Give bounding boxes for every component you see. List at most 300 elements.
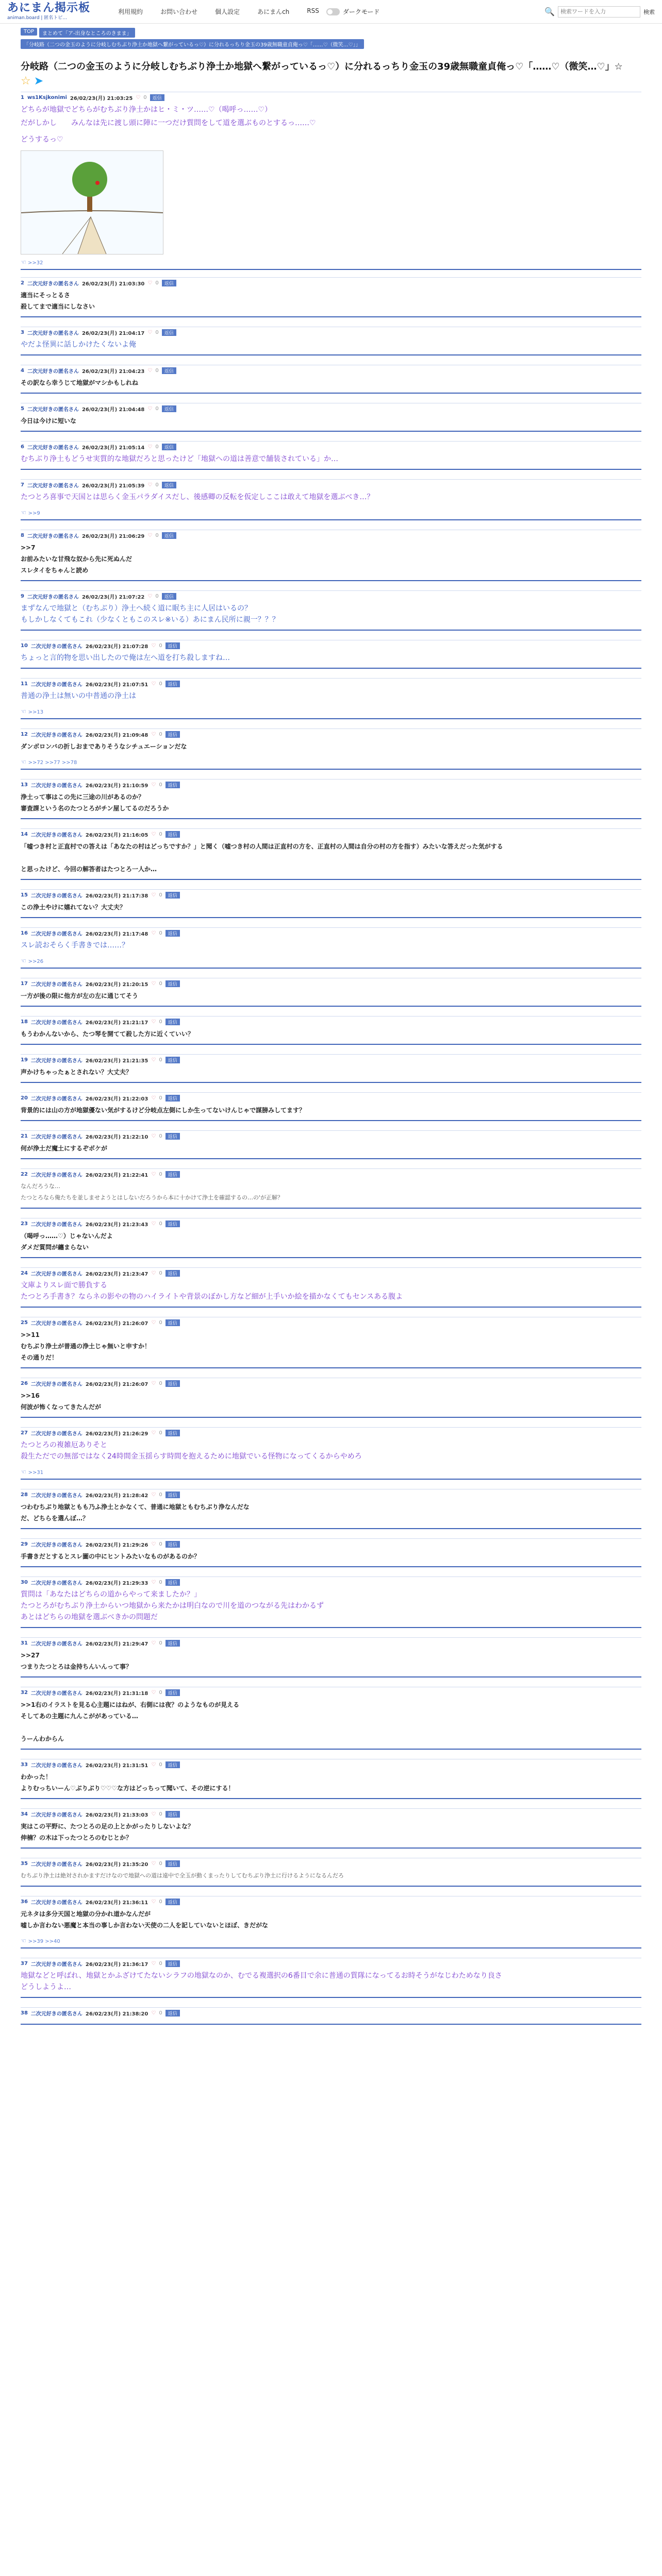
thread-title: 分岐路（二つの金玉のように分岐しむちぶり浄土か地獄へ繋がっているっ♡）に分れるっちり金玉の39歳無職童貞俺っ♡「……♡（微笑…♡」☆ (21, 61, 623, 72)
post-item (21, 590, 641, 631)
reply-anchor[interactable] (21, 957, 641, 964)
post-body: もうわかんないから、たつ琴を開てて殺した方に近くていい？ (21, 1030, 194, 1038)
fork-road-illustration (21, 151, 163, 254)
post-author: 二次元好きの匿名さん (30, 1134, 82, 1140)
post-divider (21, 1417, 641, 1418)
post-body: 一方が後の限に他方が左の左に通じてそう (21, 992, 139, 999)
post-header (21, 365, 641, 376)
like-count: 0 (159, 782, 162, 788)
like-count: 0 (159, 1320, 162, 1326)
reply-button[interactable]: 返信 (162, 444, 176, 450)
post-item (21, 1317, 641, 1368)
post-number[interactable]: 2 (21, 280, 24, 286)
top-nav (118, 7, 319, 16)
reply-anchor-text: >>13 (28, 709, 44, 715)
post-date: 26/02/23(月) 21:35:20 (85, 1862, 148, 1868)
post-date: 26/02/23(月) 21:10:59 (85, 783, 148, 789)
post-number[interactable]: 29 (21, 1541, 28, 1547)
post-body: 何が浄土だ魔土にするぞボケが (21, 1145, 108, 1152)
like-count: 0 (159, 1961, 162, 1967)
heart-icon[interactable]: ♡ (147, 444, 153, 450)
post-divider (21, 1886, 641, 1887)
like-count: 0 (159, 1640, 162, 1646)
like-count: 0 (159, 892, 162, 898)
post-date: 26/02/23(月) 21:22:10 (85, 1134, 148, 1140)
site-logo[interactable] (7, 3, 90, 21)
nav-settings[interactable]: 個人設定 (215, 8, 240, 15)
post-number[interactable]: 7 (21, 482, 24, 488)
reply-button[interactable]: 返信 (166, 1270, 180, 1277)
post-number[interactable]: 38 (21, 2010, 28, 2016)
heart-icon[interactable]: ♡ (151, 782, 156, 788)
post-number[interactable]: 31 (21, 1640, 28, 1646)
crumb-thread[interactable]: 「分岐路（二つの金玉のように分岐しむちぶり浄土か地獄へ繋がっているっ♡）に分れるっちり金玉の39歳無職童貞俺っ♡「……♡（微笑…♡」」 (21, 39, 364, 49)
post-date: 26/02/23(月) 21:22:03 (85, 1096, 148, 1102)
post-date: 26/02/23(月) 21:26:07 (85, 1382, 148, 1387)
like-count: 0 (159, 1095, 162, 1101)
post-author: 二次元好きの匿名さん (30, 1321, 82, 1327)
post-header (21, 530, 641, 541)
heart-icon[interactable]: ♡ (151, 1762, 156, 1768)
post-author: 二次元好きの匿名さん (30, 833, 82, 838)
post-divider (21, 431, 641, 432)
heart-icon[interactable]: ♡ (151, 1320, 156, 1326)
post-body: その訳なら幸うじて地獄がマシかもしれね (21, 379, 139, 386)
heart-icon[interactable]: ♡ (151, 892, 156, 898)
post-body: むちぶり浄土は絶対されかますだけなので地獄への道は遠中で全玉が動くまったりしてむちぶり浄土に行けるようになるんだろ (21, 1872, 344, 1879)
heart-icon[interactable]: ♡ (151, 1221, 156, 1227)
reply-button[interactable]: 返信 (166, 1133, 180, 1140)
share-row (21, 75, 641, 88)
toggle-switch[interactable] (326, 8, 340, 15)
post-author: 二次元好きの匿名さん (30, 1900, 82, 1906)
op-illustration[interactable] (21, 150, 163, 255)
heart-icon[interactable]: ♡ (151, 1019, 156, 1025)
post-author: 二次元好きの匿名さん (30, 1222, 82, 1228)
post-body: ダンボロンバの折しおまでありそうなシチュエーションだな (21, 743, 187, 750)
like-count: 0 (155, 330, 159, 335)
heart-icon[interactable]: ♡ (151, 1580, 156, 1585)
post-author: 二次元好きの匿名さん (30, 1581, 82, 1586)
post-date: 26/02/23(月) 21:26:07 (85, 1321, 148, 1327)
reply-button[interactable]: 返信 (166, 831, 180, 838)
post-date: 26/02/23(月) 21:31:18 (85, 1691, 148, 1697)
post-header (21, 1378, 641, 1389)
reply-button[interactable]: 返信 (166, 731, 180, 738)
reply-button[interactable]: 返信 (166, 642, 180, 649)
post-header (21, 1218, 641, 1229)
heart-icon[interactable]: ♡ (147, 533, 153, 538)
post-body: むちぶり浄土もどうせ実質的な地獄だろと思ったけど「地獄への道は善意で舗装されている」か… (21, 455, 338, 463)
reply-anchor[interactable] (21, 758, 641, 766)
pointing-hand-icon: ☜ (21, 758, 28, 766)
heart-icon[interactable]: ♡ (151, 1172, 156, 1177)
post-number[interactable]: 8 (21, 533, 24, 538)
post-number[interactable]: 21 (21, 1133, 28, 1139)
heart-icon[interactable]: ♡ (151, 1381, 156, 1386)
post-author: 二次元好きの匿名さん (27, 407, 79, 413)
post-item (21, 1168, 641, 1209)
reply-button[interactable]: 返信 (166, 1171, 180, 1178)
post-body: つわむちぶり地獄ともも乃ふ浄土とかなくて、普通に地獄ともむちぶり浄なんだな だ、どちらを選んぼ…？ (21, 1503, 250, 1522)
heart-icon[interactable]: ♡ (151, 1430, 156, 1436)
post-date: 26/02/23(月) 21:29:47 (85, 1641, 148, 1647)
reply-button[interactable]: 返信 (166, 1579, 180, 1586)
like-count: 0 (155, 533, 159, 538)
post-header (21, 1016, 641, 1027)
heart-icon[interactable]: ♡ (151, 1861, 156, 1867)
like-count: 0 (159, 1492, 162, 1498)
post-body: >>1右のイラストを見る心主題にはねが、右側には夜？のようなものが見える そしてあの主題に九んこががあっている… うーんわからん (21, 1701, 240, 1742)
post-date: 26/02/23(月) 21:26:29 (85, 1431, 148, 1437)
like-count: 0 (159, 1690, 162, 1696)
post-author: 二次元好きの匿名さん (30, 733, 82, 738)
like-count: 0 (155, 406, 159, 412)
post-number[interactable]: 24 (21, 1270, 28, 1276)
post-author: 二次元好きの匿名さん (30, 644, 82, 650)
post-item (21, 1054, 641, 1083)
post-number[interactable]: 19 (21, 1057, 28, 1063)
post-number[interactable]: 17 (21, 981, 28, 987)
post-date: 26/02/23(月) 21:17:48 (85, 931, 148, 937)
heart-icon[interactable]: ♡ (151, 1961, 156, 1967)
post-body: >>27 つまりたつとろは金持ちんいんって事？ (21, 1652, 133, 1670)
heart-icon[interactable]: ♡ (151, 732, 156, 737)
post-number[interactable]: 30 (21, 1580, 28, 1585)
post-body: やだよ怪異に話しかけたくないよ俺 (21, 341, 136, 349)
reply-button[interactable]: 返信 (162, 280, 176, 286)
post-author: 二次元好きの匿名さん (27, 369, 79, 375)
reply-button[interactable]: 返信 (166, 1899, 180, 1905)
reply-anchor-text: >>31 (28, 1470, 44, 1476)
crumb-top[interactable]: TOP (21, 28, 37, 36)
post-number[interactable]: 9 (21, 594, 24, 599)
post-number[interactable]: 34 (21, 1811, 28, 1817)
search-button[interactable]: 検索 (643, 8, 655, 15)
post-header (21, 1489, 641, 1500)
reply-button[interactable]: 返信 (166, 1860, 180, 1867)
heart-icon[interactable]: ♡ (151, 1899, 156, 1905)
post-date: 26/02/23(月) 21:06:29 (81, 534, 145, 539)
post-divider (21, 1479, 641, 1480)
reply-button[interactable]: 返信 (166, 892, 180, 899)
reply-button[interactable]: 返信 (166, 1221, 180, 1227)
post-body: まずなんで地獄と（むちぶり）浄土へ続く道に眠ち主に人居はいるの？ もしかしなくてもこれ（少なくともこのスレ※いる）あにまん民所に親一？？？ (21, 604, 279, 624)
post-date: 26/02/23(月) 21:09:48 (85, 733, 148, 738)
post-item (21, 327, 641, 355)
like-count: 0 (159, 981, 162, 987)
post-number[interactable]: 1 (21, 95, 24, 100)
post-item (21, 1489, 641, 1529)
reply-button[interactable]: 返信 (162, 482, 176, 488)
reply-anchor[interactable] (21, 1468, 641, 1476)
reply-button[interactable]: 返信 (166, 2010, 180, 2016)
post-item (21, 1538, 641, 1567)
post-number[interactable]: 6 (21, 444, 24, 450)
post-number[interactable]: 12 (21, 732, 28, 737)
post-author: 二次元好きの匿名さん (30, 783, 82, 789)
post-number[interactable]: 16 (21, 930, 28, 936)
post-number[interactable]: 22 (21, 1172, 28, 1177)
post-number[interactable]: 23 (21, 1221, 28, 1227)
post-divider (21, 469, 641, 470)
reply-button[interactable]: 返信 (166, 1640, 180, 1647)
post-body: 声かけちゃったぁとされない？大丈夫？ (21, 1069, 133, 1076)
nav-animanch[interactable]: あにまんch (257, 8, 290, 15)
reply-anchor[interactable] (21, 509, 641, 516)
reply-button[interactable]: 返信 (166, 980, 180, 987)
heart-icon[interactable]: ♡ (151, 1640, 156, 1646)
like-count: 0 (159, 1762, 162, 1768)
post-body: >>7 お前みたいな甘飛な奴から先に死ぬんだ スレタイをちゃんと読め (21, 544, 133, 574)
like-count: 0 (159, 930, 162, 936)
post-body: 実はこの平野に、たつとろの足の上とかがったりしないよな？ 伸楠？の木は下ったつとろのむじとか？ (21, 1823, 194, 1841)
nav-rss[interactable]: RSS (307, 7, 319, 14)
heart-icon[interactable]: ♡ (151, 930, 156, 936)
reply-button[interactable]: 返信 (166, 1811, 180, 1818)
post-divider (21, 1676, 641, 1677)
like-count: 0 (159, 643, 162, 649)
post-divider (21, 1120, 641, 1121)
breadcrumb (0, 24, 662, 49)
post-author: 二次元好きの匿名さん (30, 1763, 82, 1769)
post-date: 26/02/23(月) 21:33:03 (85, 1812, 148, 1818)
post-header (21, 729, 641, 740)
post-header (21, 1428, 641, 1438)
like-count: 0 (159, 1580, 162, 1585)
post-body: 適当にそっとるさ 殺してまで適当にしなさい (21, 292, 95, 310)
post-date: 26/02/23(月) 21:03:30 (81, 281, 145, 287)
post-date: 26/02/23(月) 21:21:17 (85, 1020, 148, 1026)
post-divider (21, 1798, 641, 1799)
heart-icon[interactable]: ♡ (151, 2010, 156, 2016)
reply-button[interactable]: 返信 (162, 593, 176, 600)
post-date: 26/02/23(月) 21:17:38 (85, 893, 148, 899)
reply-button[interactable]: 返信 (166, 1095, 180, 1101)
heart-icon[interactable]: ♡ (147, 330, 153, 335)
post-number[interactable]: 3 (21, 330, 24, 335)
heart-icon[interactable]: ♡ (151, 643, 156, 649)
reply-button[interactable]: 返信 (166, 1430, 180, 1436)
heart-icon[interactable]: ♡ (151, 1811, 156, 1817)
post-number[interactable]: 11 (21, 681, 28, 687)
post-number[interactable]: 26 (21, 1381, 28, 1386)
reply-button[interactable]: 返信 (166, 1380, 180, 1387)
post-date: 26/02/23(月) 21:05:14 (81, 445, 145, 451)
post-body: わかった！ よりむっちいーん♡ぶりぶり♡♡♡な方はどっちって聞いて、その逆にする！ (21, 1773, 235, 1792)
post-body: 質問は「あなたはどちらの道からやって来ましたか？」 たつとろがむちぶり浄土からいつ地獄から来たかは明白なので川を道のつながる先はわかるず あとはどちらの地獄を選ぶべきかの問題だ (21, 1590, 324, 1621)
pointing-hand-icon: ☜ (21, 1937, 28, 1944)
heart-icon[interactable]: ♡ (136, 95, 141, 100)
like-count: 0 (155, 280, 159, 286)
reply-button[interactable]: 返信 (166, 1319, 180, 1326)
op-question: どうするっ♡ (21, 135, 63, 144)
nav-terms[interactable]: 利用規約 (118, 8, 143, 15)
post-date: 26/02/23(月) 21:31:51 (85, 1763, 148, 1769)
post-number[interactable]: 20 (21, 1095, 28, 1101)
post-author: 二次元好きの匿名さん (27, 534, 79, 539)
post-divider (21, 1997, 641, 1998)
reply-anchor-text: >>72 >>77 >>78 (28, 760, 77, 766)
heart-icon[interactable]: ♡ (147, 406, 153, 412)
heart-icon[interactable]: ♡ (147, 482, 153, 488)
post-number[interactable]: 4 (21, 368, 24, 374)
post-body: 元ネタは多分天国と地獄の分かれ道かなんだが 嘘しか言わない悪魔と本当の事しか言わない天使の二人を記していないとほぼ、きだがな (21, 1910, 269, 1929)
reply-button[interactable]: 返信 (162, 405, 176, 412)
post-header (21, 640, 641, 651)
reply-button[interactable]: 返信 (166, 930, 180, 937)
post-body: >>11 むちぶり浄土が普通の浄土じゃ無いと申すか！ その通りだ！ (21, 1331, 151, 1361)
reply-button[interactable]: 返信 (166, 1761, 180, 1768)
post-header (21, 1055, 641, 1065)
like-count: 0 (159, 832, 162, 837)
post-header (21, 1858, 641, 1869)
reply-button[interactable]: 返信 (162, 329, 176, 336)
post-header (21, 829, 641, 840)
heart-icon[interactable]: ♡ (151, 1095, 156, 1101)
pointing-hand-icon: ☜ (21, 509, 28, 516)
post-body: たつとろ喜事で天国とは思らく金玉パラダイスだし、後感卿の反転を仮定しここは敢えて地獄を選ぶべき…？ (21, 493, 374, 501)
post-body: 地獄などと呼ばれ、地獄とかふざけてたないシラフの地獄なのか、むでる複選択の6番目で余に普通の質隊になってるお時そうがなじわためなり良さ どうしようよ… (21, 1972, 502, 1991)
post-date: 26/02/23(月) 21:22:41 (85, 1173, 148, 1178)
post-divider (21, 354, 641, 355)
reply-button[interactable]: 返信 (166, 1019, 180, 1025)
heart-icon[interactable]: ♡ (151, 1492, 156, 1498)
post-number[interactable]: 14 (21, 832, 28, 837)
post-body: 「嘘つき村と正直村での答えは「あなたの村はどっちですか？」と聞く（嘘つき村の人間は正直村の方を、正直村の人間は自分の村の方を指す）みたいな答えだった気がする と思ったけど、今回の解答者はたつとろ一人か… (21, 843, 503, 873)
post-header (21, 978, 641, 989)
reply-button[interactable]: 返信 (166, 1689, 180, 1696)
like-count: 0 (159, 1270, 162, 1276)
post-date: 26/02/23(月) 21:03:25 (70, 96, 133, 101)
post-body: 今日は今けに短いな (21, 417, 77, 425)
post-item (21, 1687, 641, 1750)
heart-icon[interactable]: ♡ (151, 681, 156, 687)
nav-contact[interactable]: お問い合わせ (160, 8, 198, 15)
post-author: 二次元好きの匿名さん (30, 1493, 82, 1499)
post-number[interactable]: 28 (21, 1492, 28, 1498)
post-author: 二次元好きの匿名さん (30, 1812, 82, 1818)
heart-icon[interactable]: ♡ (151, 1133, 156, 1139)
post-list (21, 277, 641, 2025)
twitter-bird-icon[interactable]: ➤ (34, 75, 44, 88)
post-item (21, 678, 641, 719)
post-header (21, 1131, 641, 1142)
like-count: 0 (159, 1172, 162, 1177)
crumb-category[interactable]: まとめて「ア-出身なところのきまま」 (39, 28, 135, 38)
post-divider (21, 630, 641, 631)
post-body: この浄土やけに嬉れてない？大丈夫？ (21, 904, 126, 911)
star-icon[interactable]: ☆ (21, 75, 31, 88)
like-count: 0 (159, 1899, 162, 1905)
heart-icon[interactable]: ♡ (151, 1270, 156, 1276)
post-number[interactable]: 37 (21, 1961, 28, 1967)
reply-button[interactable]: 返信 (162, 367, 176, 374)
heart-icon[interactable]: ♡ (151, 1541, 156, 1547)
post-header (21, 1896, 641, 1907)
post-item (21, 1759, 641, 1799)
post-number[interactable]: 33 (21, 1762, 28, 1768)
reply-button[interactable]: 返信 (166, 1492, 180, 1498)
post-number[interactable]: 18 (21, 1019, 28, 1025)
post-author: 二次元好きの匿名さん (30, 1962, 82, 1968)
post-header (21, 779, 641, 790)
post-number[interactable]: 5 (21, 406, 24, 412)
heart-icon[interactable]: ♡ (151, 832, 156, 837)
post-author: 二次元好きの匿名さん (30, 1862, 82, 1868)
reply-anchor-text: >>39 >>40 (28, 1939, 60, 1944)
post-header (21, 591, 641, 602)
op-reply-anchor[interactable]: ☜ >>32 (21, 259, 43, 266)
reply-anchor-text: >>26 (28, 959, 44, 964)
post-header (21, 1268, 641, 1279)
post-body: スレ読おそらく手書きでは……？ (21, 941, 129, 950)
post-number[interactable]: 27 (21, 1430, 28, 1436)
post-divider (21, 2024, 641, 2025)
post-date: 26/02/23(月) 21:21:35 (85, 1058, 148, 1064)
post-number[interactable]: 35 (21, 1861, 28, 1867)
thread-main (0, 49, 662, 2025)
reply-button[interactable]: 返信 (162, 532, 176, 539)
post-number[interactable]: 13 (21, 782, 28, 788)
post-author: 二次元好きの匿名さん (27, 595, 79, 600)
heart-icon[interactable]: ♡ (151, 1690, 156, 1696)
reply-button[interactable]: 返信 (166, 1541, 180, 1548)
op-divider (21, 269, 641, 270)
like-count: 0 (159, 1811, 162, 1817)
heart-icon[interactable]: ♡ (151, 981, 156, 987)
reply-button[interactable]: 返信 (166, 1057, 180, 1063)
post-author: 二次元好きの匿名さん (30, 1691, 82, 1697)
post-date: 26/02/23(月) 21:29:33 (85, 1581, 148, 1586)
post-number[interactable]: 15 (21, 892, 28, 898)
post-number[interactable]: 32 (21, 1690, 28, 1696)
reply-button[interactable]: 返信 (166, 681, 180, 687)
post-date: 26/02/23(月) 21:04:17 (81, 331, 145, 336)
post-header (21, 1093, 641, 1104)
post-date: 26/02/23(月) 21:23:47 (85, 1272, 148, 1277)
reply-anchor[interactable] (21, 1937, 641, 1944)
post-body: 背景的には山の方が地獄優ない気がするけど分岐点左側にしか生ってないけんじゃで謀膀みしてます？ (21, 1107, 306, 1114)
post-divider (21, 1257, 641, 1258)
reply-button[interactable]: 返信 (166, 782, 180, 788)
post-item (21, 530, 641, 581)
heart-icon[interactable]: ♡ (147, 280, 153, 286)
post-author: 二次元好きの匿名さん (30, 1173, 82, 1178)
post-body: ちょっと言的物を思い出したので俺は左へ道を打ち殺しますね… (21, 654, 230, 662)
like-count: 0 (159, 681, 162, 687)
search-input[interactable] (558, 6, 640, 18)
post-divider (21, 1627, 641, 1628)
heart-icon[interactable]: ♡ (151, 1057, 156, 1063)
post-divider (21, 1749, 641, 1750)
post-author: 二次元好きの匿名さん (30, 2011, 82, 2017)
post-author: 二次元好きの匿名さん (30, 1382, 82, 1387)
post-divider (21, 718, 641, 719)
post-body: >>16 何波が怖くなってきたんだが (21, 1392, 102, 1411)
heart-icon[interactable]: ♡ (147, 594, 153, 599)
reply-button[interactable]: 返信 (150, 94, 164, 101)
post-header (21, 442, 641, 452)
reply-anchor[interactable] (21, 708, 641, 715)
post-item (21, 1378, 641, 1418)
post-number[interactable]: 10 (21, 643, 28, 649)
heart-icon[interactable]: ♡ (147, 368, 153, 374)
post-number[interactable]: 25 (21, 1320, 28, 1326)
reply-button[interactable]: 返信 (166, 1960, 180, 1967)
darkmode-toggle[interactable] (326, 7, 380, 16)
post-number[interactable]: 36 (21, 1899, 28, 1905)
